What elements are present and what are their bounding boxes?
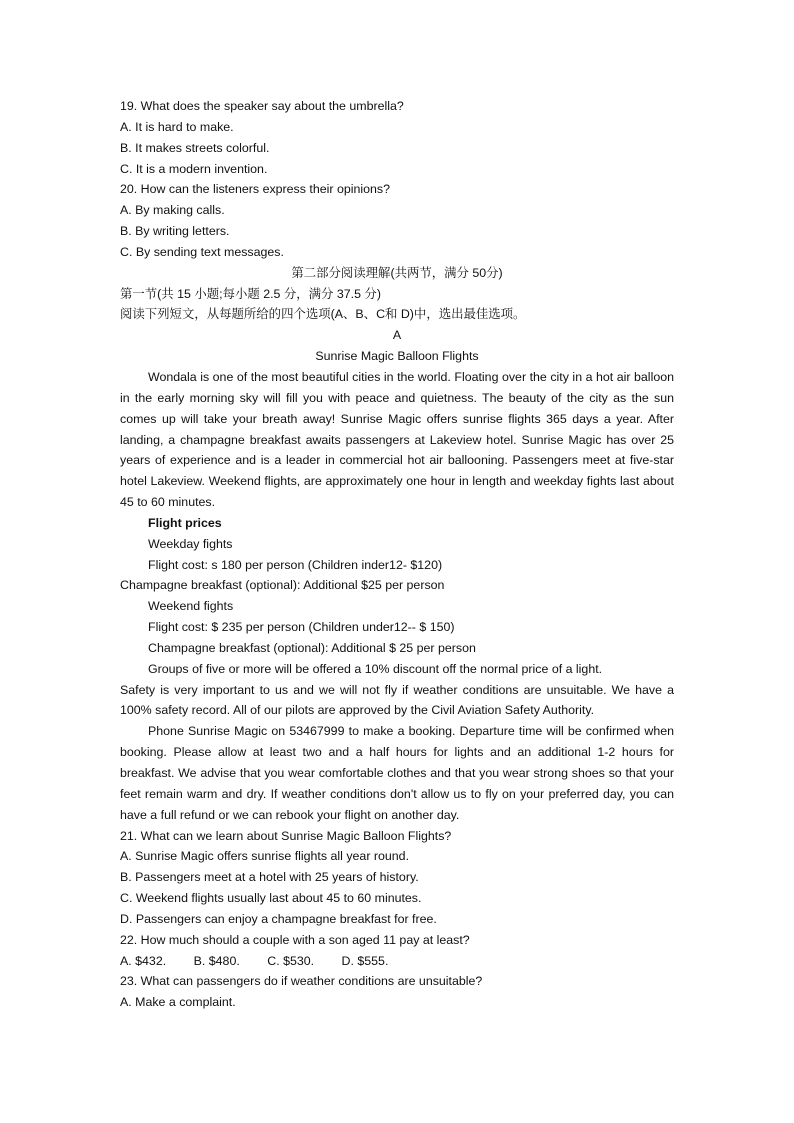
q22-option-a: A. $432. — [120, 953, 167, 968]
question-21: 21. What can we learn about Sunrise Magic Balloon Flights? — [120, 828, 452, 843]
q20-option-b: B. By writing letters. — [120, 224, 230, 239]
question-19: 19. What does the speaker say about the umbrella? — [120, 99, 404, 113]
weekday-label: Weekday fights — [148, 536, 233, 551]
question-22: 22. How much should a couple with a son aged 11 pay at least? — [120, 932, 470, 947]
section-instruction: 阅读下列短文，从每题所给的四个选项(A、B、C和 D)中，选出最佳选项。 — [120, 307, 526, 322]
weekday-breakfast: Champagne breakfast (optional): Additional $25 per person — [120, 578, 445, 593]
q21-option-b: B. Passengers meet at a hotel with 25 years of history. — [120, 870, 419, 885]
q19-option-c: C. It is a modern invention. — [120, 161, 268, 176]
passage-title: Sunrise Magic Balloon Flights — [315, 349, 479, 364]
q23-option-a: A. Make a complaint. — [120, 995, 236, 1010]
q21-option-d: D. Passengers can enjoy a champagne breakfast for free. — [120, 911, 437, 926]
part-title: 第二部分阅读理解(共两节，满分 50分) — [291, 265, 503, 280]
section-title: 第一节(共 15 小题;每小题 2.5 分，满分 37.5 分) — [120, 286, 381, 301]
q22-options — [120, 951, 674, 972]
q22-option-b: B. $480. — [193, 953, 240, 968]
weekend-breakfast: Champagne breakfast (optional): Additional $ 25 per person — [148, 640, 476, 655]
question-23: 23. What can passengers do if weather conditions are unsuitable? — [120, 974, 483, 989]
passage-paragraph-intro: Wondala is one of the most beautiful cities in the world. Floating over the city in a hot air balloon in the early morning sky will fill you with peace and quietness. The beauty of the city as the sun comes up will take your breath away! Sunrise Magic offers sunrise flights 365 days a year. After landing, a champagne breakfast awaits passengers at Lakeview hotel. Sunrise Magic has over 25 years of experience and is a leader in commercial hot air ballooning. Passengers meet at five-star hotel Lakeview. Weekend flights, are approximately one hour in length and weekday fights last about 45 to 60 minutes. — [120, 369, 674, 510]
q21-option-a: A. Sunrise Magic offers sunrise flights all year round. — [120, 849, 410, 864]
q22-option-c: C. $530. — [267, 953, 315, 968]
q22-option-d: D. $555. — [341, 953, 389, 968]
safety-paragraph: Safety is very important to us and we will not fly if weather conditions are unsuitable. We have a 100% safety record. All of our pilots are approved by the Civil Aviation Safety Authority. — [120, 682, 674, 718]
prices-heading: Flight prices — [148, 515, 222, 530]
q19-option-b: B. It makes streets colorful. — [120, 140, 270, 155]
weekend-label: Weekend fights — [148, 599, 234, 614]
weekday-cost: Flight cost: s 180 per person (Children inder12- $120) — [148, 557, 443, 572]
booking-paragraph: Phone Sunrise Magic on 53467999 to make a booking. Departure time will be confirmed when booking. Please allow at least two and a half hours for lights and an additional 1-2 hours for breakfast. We advise that you wear comfortable clothes and that you wear strong shoes so that your feet remain warm and dry. If weather conditions don't allow us to fly on your preferred day, you can have a full refund or we can rebook your flight on another day. — [120, 724, 674, 822]
weekend-cost: Flight cost: $ 235 per person (Children under12-- $ 150) — [148, 620, 455, 635]
q21-option-c: C. Weekend flights usually last about 45 to 60 minutes. — [120, 891, 422, 906]
passage-letter: A — [392, 328, 402, 343]
question-20: 20. How can the listeners express their opinions? — [120, 182, 390, 197]
q20-option-a: A. By making calls. — [120, 203, 225, 218]
q20-option-c: C. By sending text messages. — [120, 244, 284, 259]
page-content — [120, 96, 674, 1013]
q19-option-a: A. It is hard to make. — [120, 119, 234, 134]
group-discount: Groups of five or more will be offered a 10% discount off the normal price of a light. — [148, 661, 603, 676]
